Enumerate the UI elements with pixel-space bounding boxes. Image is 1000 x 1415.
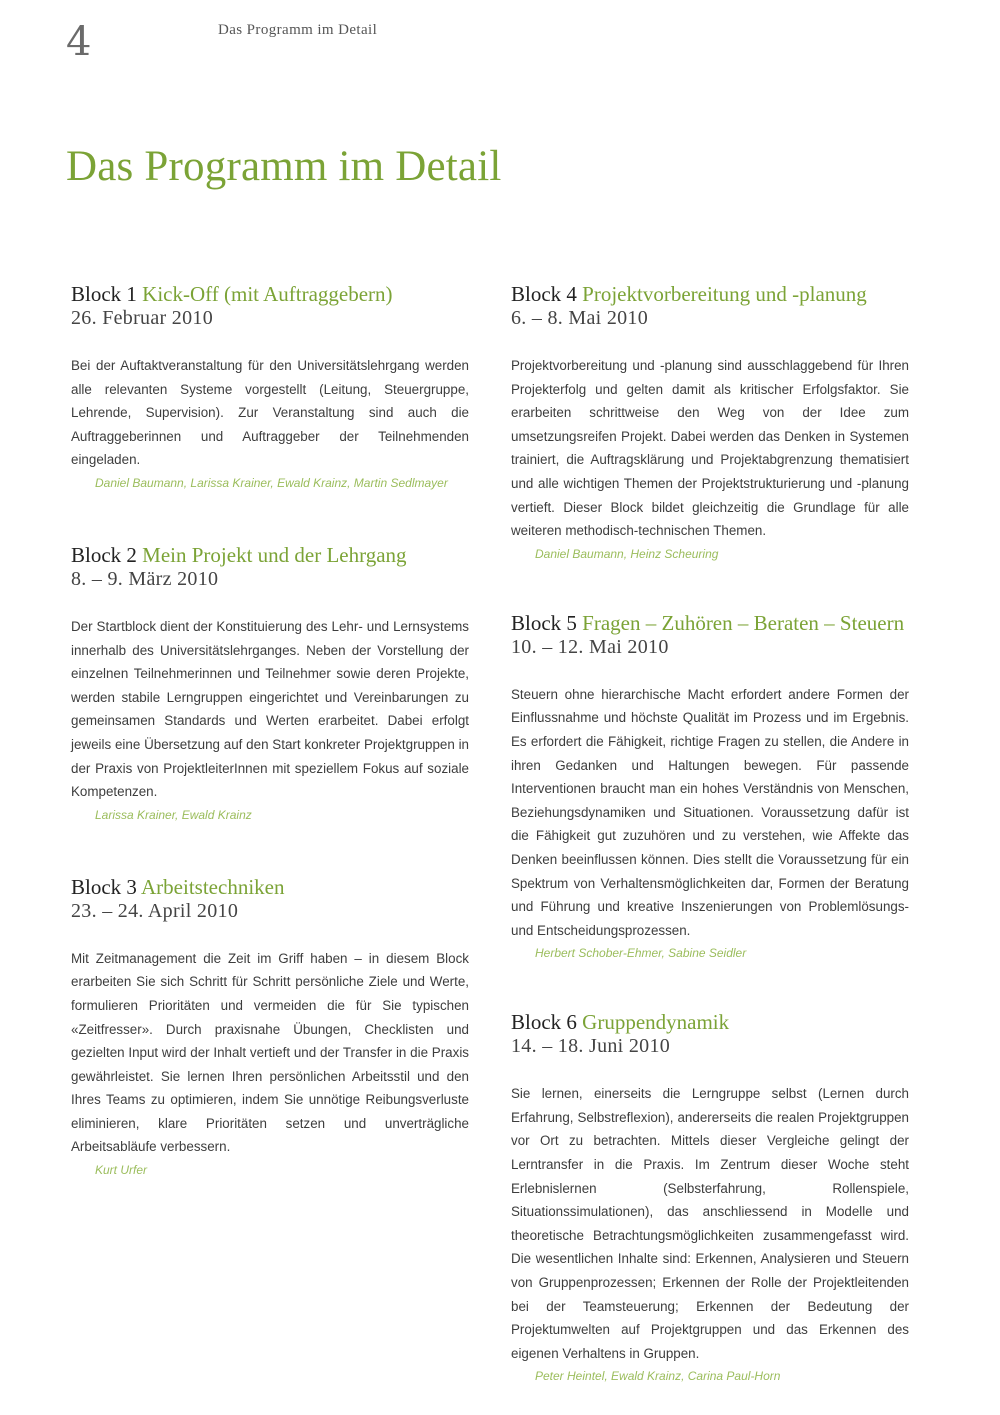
program-block-5 [511, 611, 909, 966]
block-heading [511, 282, 909, 306]
block-date: 6. – 8. Mai 2010 [511, 307, 649, 329]
block-number: Block 6 [511, 1010, 577, 1035]
block-date: 14. – 18. Juni 2010 [511, 1035, 671, 1058]
block-authors: Peter Heintel, Ewald Krainz, Carina Paul-Horn [535, 1369, 781, 1384]
block-topic: Kick-Off (mit Auftraggebern) [142, 282, 393, 306]
block-number: Block 2 [71, 542, 137, 567]
block-spacer [71, 495, 469, 543]
block-authors: Daniel Baumann, Larissa Krainer, Ewald Krainz, Martin Sedlmayer [95, 475, 448, 490]
block-heading [71, 282, 469, 306]
block-date: 10. – 12. Mai 2010 [511, 635, 669, 658]
block-description: Sie lernen, einerseits die Lerngruppe selbst (Lernen durch Erfahrung, Selbstreflexion), andererseits die realen Projektgruppen vor Ort zu betrachten. Mittels dieser Vergleiche gelingt der Lerntransfer in die Praxis. Im Zentrum dieser Woche steht Erlebnislernen (Selbsterfahrung, Rollenspiele, Situationssimulationen), das anschliessend in Modelle und theoretische Betrachtungsmöglichkeiten zusammengefasst wird. Die wesentlichen Inhalte sind: Erkennen, Analysieren und Steuern von Gruppenprozessen; Erkennen der Rolle der Projektleitenden bei der Teamsteuerung; Erkennen der Bedeutung der Projektumwelten auf Projektgruppen und das Erkennen des eigenen Verhaltens in Gruppen. [511, 1086, 909, 1361]
block-date: 26. Februar 2010 [71, 307, 213, 329]
block-spacer [511, 566, 909, 611]
block-topic: Arbeitstechniken [141, 874, 285, 899]
block-spacer [71, 827, 469, 875]
block-authors: Daniel Baumann, Heinz Scheuring [535, 546, 719, 561]
left-column [71, 282, 469, 1182]
page-number: 4 [66, 19, 92, 65]
block-heading [71, 543, 469, 567]
block-topic: Gruppendynamik [582, 1010, 730, 1035]
block-number: Block 1 [71, 282, 137, 306]
right-column [511, 282, 909, 1388]
block-number: Block 5 [511, 610, 577, 635]
block-description: Der Startblock dient der Konstituierung des Lehr- und Lernsystems innerhalb des Universitätslehrganges. Neben der Vorstellung der einzelnen Teilnehmerinnen und Teilnehmer sowie deren Projekte, werden stabile Lerngruppen eingerichtet und Vereinbarungen zu gemeinsamen Standards und Werten erarbeitet. Dabei erfolgt jeweils eine Übersetzung auf den Start konkreter Projektgruppen in der Praxis von ProjektleiterInnen mit speziellem Fokus auf soziale Kompetenzen. [71, 618, 469, 800]
block-topic: Mein Projekt und der Lehrgang [142, 542, 407, 567]
page-title: Das Programm im Detail [66, 143, 502, 190]
block-date: 8. – 9. März 2010 [71, 567, 219, 590]
block-description: Projektvorbereitung und -planung sind ausschlaggebend für Ihren Projekterfolg und gelten damit als kritischer Erfolgsfaktor. Sie erarbeiten schrittweise den Weg von der Idee zum umsetzungsreifen Projekt. Dabei werden das Denken in Systemen trainiert, die Auftragsklärung und Projektabgrenzung thematisiert und alle wichtigen Themen der Projektstrukturierung und -planung vertieft. Dieser Block bildet gleichzeitig die Grundlage für alle weiteren methodisch-technischen Themen. [511, 358, 909, 539]
block-heading [511, 611, 909, 635]
program-block-2 [71, 543, 469, 827]
block-authors: Herbert Schober-Ehmer, Sabine Seidler [535, 946, 747, 961]
block-authors: Kurt Urfer [95, 1163, 148, 1178]
program-block-1 [71, 282, 469, 495]
block-authors: Larissa Krainer, Ewald Krainz [95, 807, 252, 822]
program-block-3 [71, 875, 469, 1182]
block-spacer [511, 965, 909, 1010]
block-heading [511, 1010, 909, 1034]
block-number: Block 3 [71, 874, 137, 899]
block-description: Mit Zeitmanagement die Zeit im Griff haben – in diesem Block erarbeiten Sie sich Schritt für Schritt persönliche Ziele und Werte, formulieren Prioritäten und vermeiden die für Sie typischen «Zeitfresser». Durch praxisnahe Übungen, Checklisten und gezielten Input wird der Inhalt vertieft und der Transfer in die Praxis gewährleistet. Sie lernen Ihren persönlichen Arbeitsstil und den Ihres Teams zu optimieren, indem Sie unnötige Reibungsverluste eliminieren, klare Prioritäten setzen und unverträgliche Arbeitsabläufe verbessern. [71, 950, 469, 1155]
program-block-4 [511, 282, 909, 566]
block-description: Steuern ohne hierarchische Macht erfordert andere Formen der Einflussnahme und höchste Qualität im Prozess und im Ergebnis. Es erfordert die Fähigkeit, richtige Fragen zu stellen, die Andere in ihren Gedanken und Haltungen bewegen. Für passende Interventionen braucht man ein hohes Verständnis von Menschen, Beziehungsdynamiken und Situationen. Voraussetzung dafür ist die Fähigkeit gut zuzuhören und zu verstehen, wie Affekte das Denken beeinflussen können. Dies stellt die Voraussetzung für ein Spektrum von Verhaltensmöglichkeiten dar, Formen der Beratung und Führung und kreative Inszenierungen von Problemlösungs- und Entscheidungsprozessen. [511, 686, 909, 938]
block-date: 23. – 24. April 2010 [71, 899, 239, 922]
program-block-6 [511, 1010, 909, 1388]
block-number: Block 4 [511, 282, 577, 306]
block-topic: Fragen – Zuhören – Beraten – Steuern [582, 610, 905, 635]
running-header-title: Das Programm im Detail [218, 22, 378, 38]
block-topic: Projektvorbereitung und -planung [582, 282, 867, 306]
block-description: Bei der Auftaktveranstaltung für den Universitätslehrgang werden alle relevanten Systeme vorgestellt (Leitung, Steuergruppe, Lehrende, Supervision). Zur Veranstaltung sind auch die Auftraggeberinnen und Auftraggeber der Teilnehmenden eingeladen. [71, 358, 469, 468]
block-heading [71, 875, 469, 899]
